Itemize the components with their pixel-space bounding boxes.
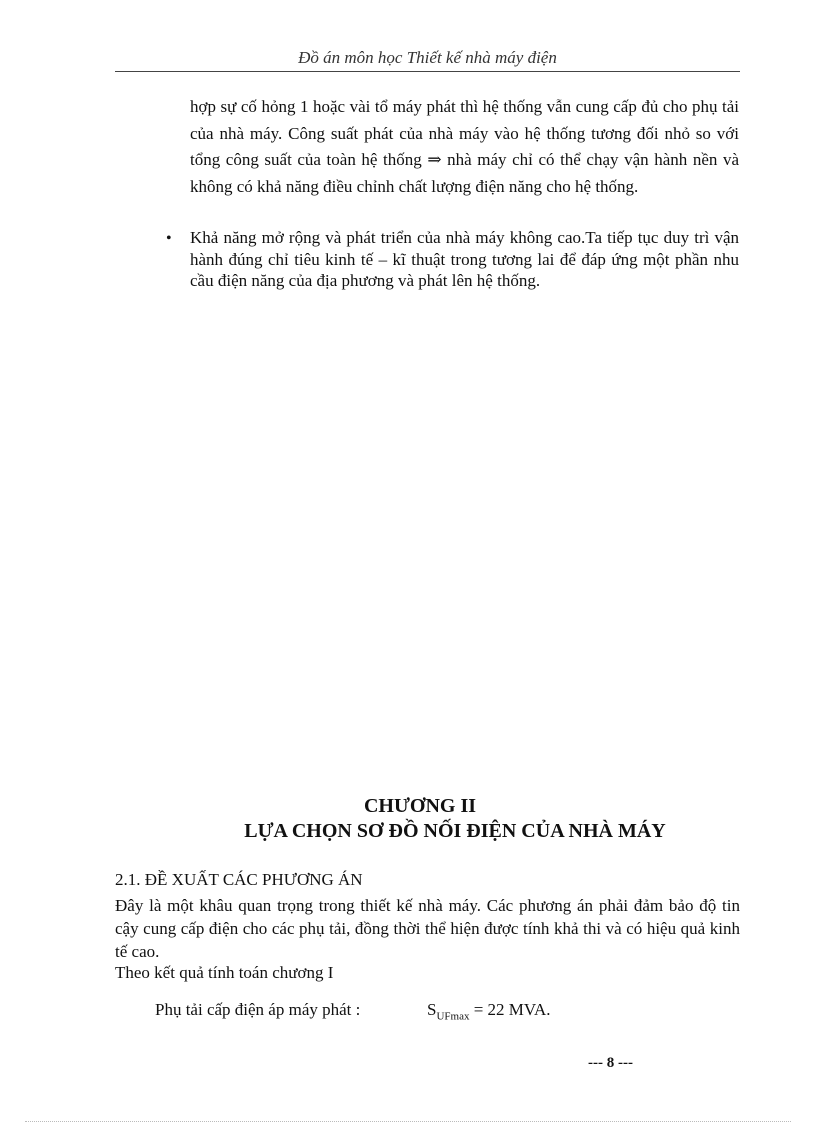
- bullet-icon: •: [166, 230, 172, 247]
- formula-row: [155, 1000, 551, 1022]
- running-header: Đồ án môn học Thiết kế nhà máy điện: [298, 48, 557, 67]
- formula-value: = 22 MVA.: [473, 1000, 551, 1019]
- chapter-title: LỰA CHỌN SƠ ĐỒ NỐI ĐIỆN CỦA NHÀ MÁY: [244, 820, 666, 842]
- intro-paragraph: hợp sự cố hỏng 1 hoặc vài tổ máy phát thì hệ thống vẫn cung cấp đủ cho phụ tải của nhà máy. Công suất phát của nhà máy vào hệ thống tương đối nhỏ so với tổng công suất của toàn hệ thống ⇒ nhà máy chỉ có thể chạy vận hành nền và không có khả năng điều chỉnh chất lượng điện năng cho hệ thống.: [190, 97, 739, 196]
- section-heading: 2.1. ĐỀ XUẤT CÁC PHƯƠNG ÁN: [115, 870, 363, 889]
- chapter-number: CHƯƠNG II: [363, 795, 477, 817]
- section-reference-line: Theo kết quả tính toán chương I: [115, 963, 334, 982]
- formula-subscript: UFmax: [436, 1010, 470, 1023]
- footer-divider: [25, 1121, 791, 1122]
- section-paragraph: Đây là một khâu quan trọng trong thiết kế nhà máy. Các phương án phải đảm bảo độ tin cậy cung cấp điện cho các phụ tải, đồng thời thể hiện được tính khả thi và có hiệu quả kinh tế cao.: [115, 896, 740, 961]
- bullet-item: Khả năng mở rộng và phát triển của nhà máy không cao.Ta tiếp tục duy trì vận hành đúng chỉ tiêu kinh tế – kĩ thuật trong tương lai để đáp ứng một phần nhu cầu điện năng của địa phương và phát lên hệ thống.: [190, 228, 739, 290]
- page-number: --- 8 ---: [588, 1055, 633, 1071]
- header-divider: [115, 71, 740, 72]
- formula-symbol: S: [427, 1000, 437, 1019]
- formula-label: Phụ tải cấp điện áp máy phát :: [155, 1000, 361, 1019]
